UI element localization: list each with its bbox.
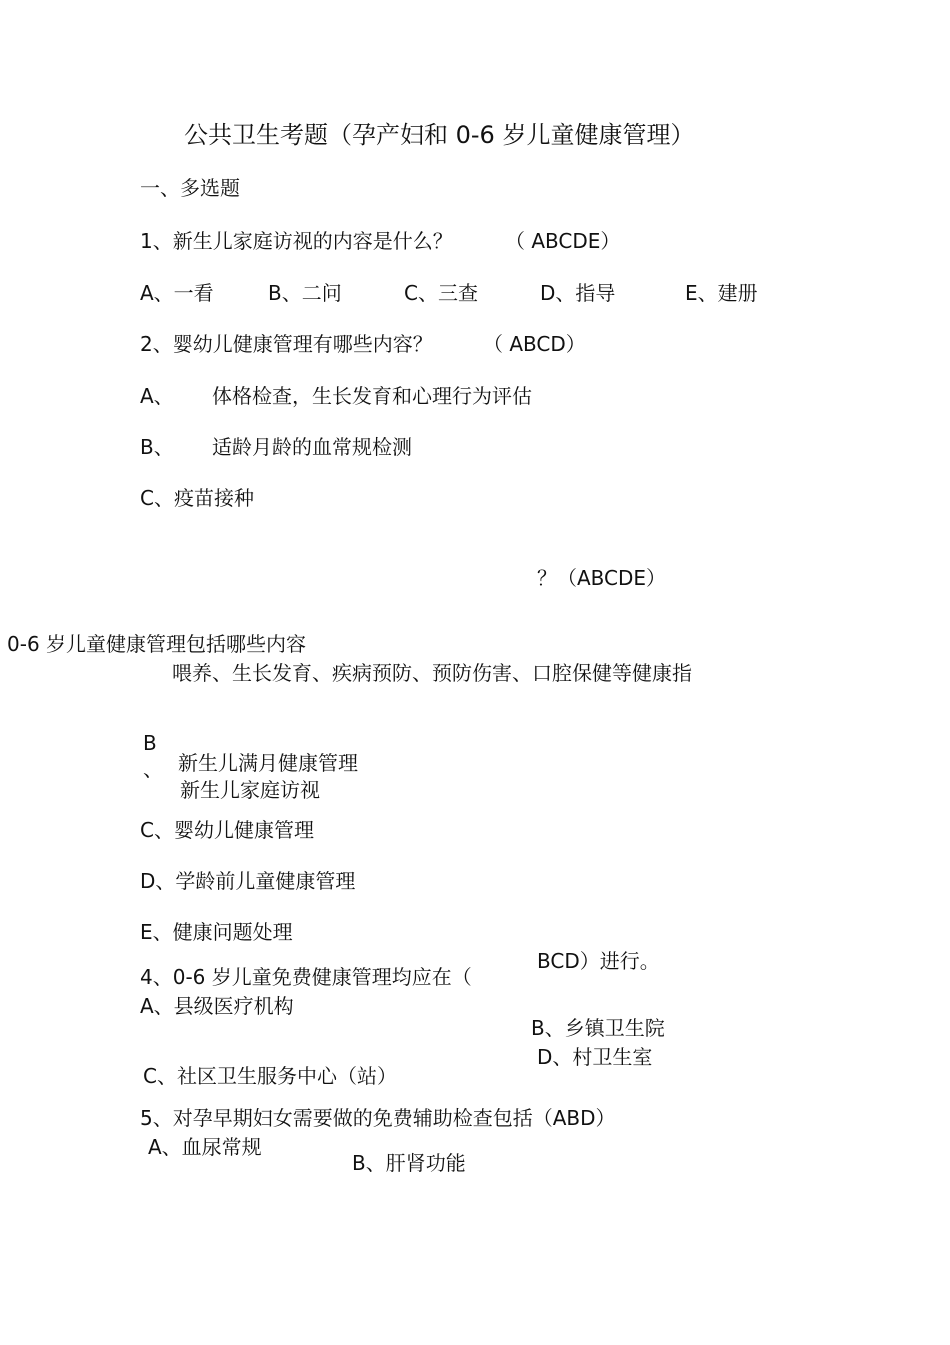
question-1-option-c: C、三查 xyxy=(404,281,478,305)
question-2-answer: （ ABCD） xyxy=(483,332,586,356)
question-4-option-b: B、乡镇卫生院 xyxy=(531,1016,665,1040)
question-3-option-b-line-2: 新生儿家庭访视 xyxy=(180,778,320,802)
question-2-option-a-text: 体格检查，生长发育和心理行为评估 xyxy=(212,384,532,408)
question-3-text: 0-6 岁儿童健康管理包括哪些内容 xyxy=(7,632,307,656)
question-1-answer: （ ABCDE） xyxy=(505,229,621,253)
question-5-option-b: B、肝肾功能 xyxy=(352,1151,466,1175)
question-3-option-b-line-1: 新生儿满月健康管理 xyxy=(178,751,358,775)
question-1-option-e: E、建册 xyxy=(685,281,758,305)
question-4-option-c: C、社区卫生服务中心（站） xyxy=(143,1064,397,1088)
section-heading: 一、多选题 xyxy=(140,176,240,200)
question-5-option-a: A、血尿常规 xyxy=(148,1135,262,1159)
question-5-text: 5、对孕早期妇女需要做的免费辅助检查包括（ABD） xyxy=(140,1106,616,1130)
question-1-option-d: D、指导 xyxy=(540,281,616,305)
question-3-option-e: E、健康问题处理 xyxy=(140,920,293,944)
question-2-option-b-text: 适龄月龄的血常规检测 xyxy=(212,435,412,459)
question-3-option-b-mark: 、 xyxy=(143,757,163,781)
question-3-option-c: C、婴幼儿健康管理 xyxy=(140,818,314,842)
question-3-option-a-fragment: 喂养、生长发育、疾病预防、预防伤害、口腔保健等健康指 xyxy=(172,661,692,685)
question-1-option-b: B、二问 xyxy=(268,281,342,305)
question-3-option-b-label: B xyxy=(143,731,157,755)
question-1-text: 1、新生儿家庭访视的内容是什么？ xyxy=(140,229,453,253)
question-2-text: 2、婴幼儿健康管理有哪些内容？ xyxy=(140,332,433,356)
question-4-text: 4、0-6 岁儿童免费健康管理均应在（ xyxy=(140,965,472,989)
question-2-option-b-label: B、 xyxy=(140,435,174,459)
page-title: 公共卫生考题（孕产妇和 0-6 岁儿童健康管理） xyxy=(184,121,695,149)
question-4-answer: BCD）进行。 xyxy=(537,949,660,973)
question-3-answer: ？（ABCDE） xyxy=(537,566,667,590)
question-4-option-d: D、村卫生室 xyxy=(537,1045,653,1069)
question-2-option-c: C、疫苗接种 xyxy=(140,486,254,510)
question-1-option-a: A、一看 xyxy=(140,281,214,305)
question-3-option-d: D、学龄前儿童健康管理 xyxy=(140,869,356,893)
question-4-option-a: A、县级医疗机构 xyxy=(140,994,294,1018)
question-2-option-a-label: A、 xyxy=(140,384,174,408)
